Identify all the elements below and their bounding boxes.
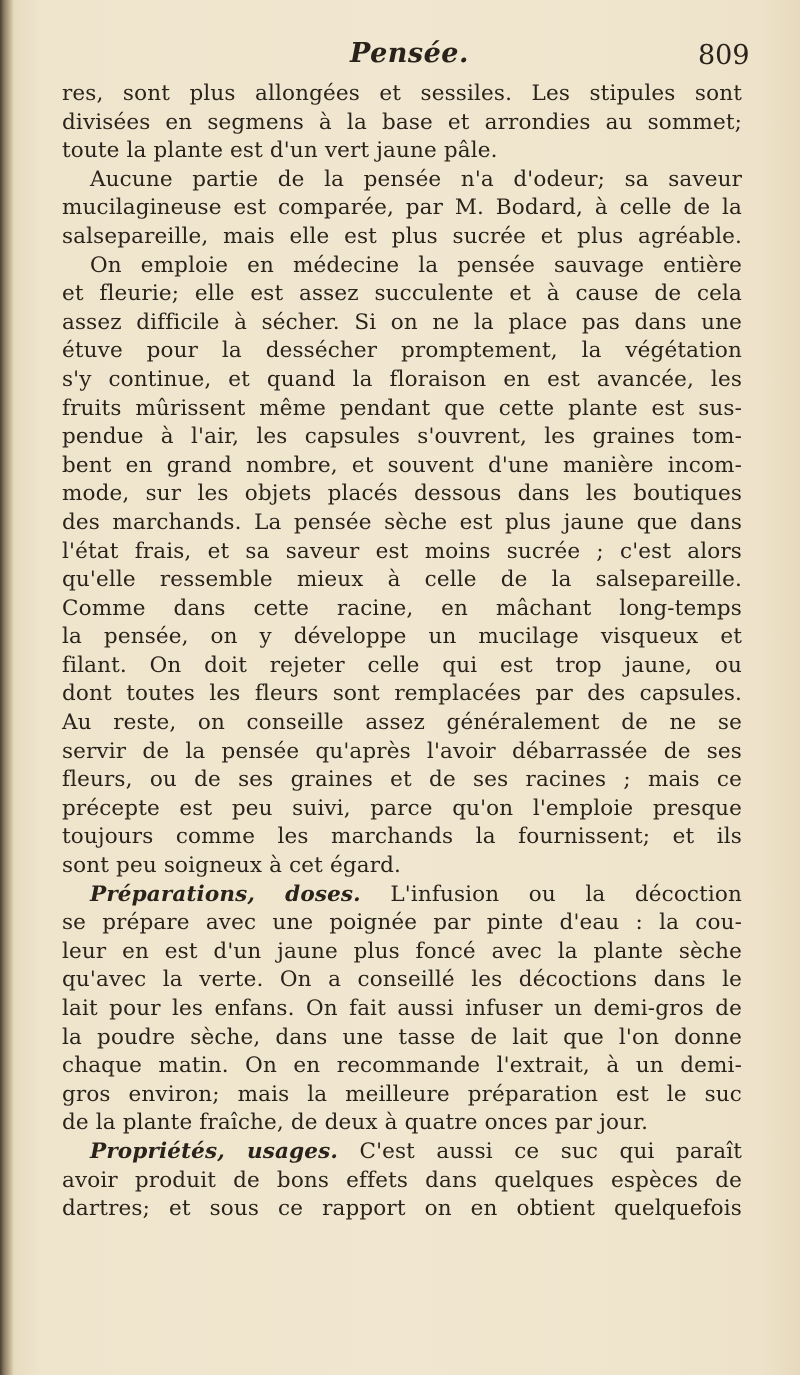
text-line: On emploie en médecine la pensée sauvage entière: [90, 252, 742, 278]
text-line: assez difficile à sécher. Si on ne la place pas dans une: [62, 309, 742, 335]
text-line: toujours comme les marchands la fournissent; et ils: [62, 824, 742, 850]
text-line: la poudre sèche, dans une tasse de lait que l'on donne: [62, 1024, 742, 1050]
text-line: salsepareille, mais elle est plus sucrée et plus agréable.: [62, 223, 742, 249]
text-line: dont toutes les fleurs sont remplacées par des capsules.: [62, 681, 742, 707]
text-line: lait pour les enfans. On fait aussi infuser un demi-gros de: [62, 996, 742, 1021]
text-line: toute la plante est d'un vert jaune pâle.: [62, 138, 498, 164]
text-line: qu'avec la verte. On a conseillé les décoctions dans le: [62, 967, 742, 993]
text-line: [62, 881, 742, 910]
running-title: Pensée.: [350, 38, 469, 69]
text-line: précepte est peu suivi, parce qu'on l'emploie presque: [62, 795, 742, 821]
text-line-rest: L'infusion ou la décoction: [390, 881, 743, 907]
text-line: res, sont plus allongées et sessiles. Les stipules sont: [62, 81, 742, 106]
text-line: pendue à l'air, les capsules s'ouvrent, les graines tom-: [62, 424, 742, 450]
text-line: bent en grand nombre, et souvent d'une manière incom-: [62, 452, 742, 478]
text-line: [62, 1138, 742, 1167]
text-line: Comme dans cette racine, en mâchant long-temps: [62, 595, 742, 621]
section-lead-proprietes: Propriétés, usages.: [90, 1138, 339, 1164]
text-line: dartres; et sous ce rapport on en obtient quelquefois: [62, 1196, 742, 1222]
text-line: gros environ; mais la meilleure préparation est le suc: [62, 1081, 742, 1107]
text-line: se prépare avec une poignée par pinte d'eau : la cou-: [62, 910, 742, 936]
text-line: et fleurie; elle est assez succulente et à cause de cela: [62, 281, 742, 307]
page-number: 809: [698, 40, 750, 71]
text-line: qu'elle ressemble mieux à celle de la salsepareille.: [62, 567, 742, 593]
text-line: mucilagineuse est comparée, par M. Bodard, à celle de la: [62, 195, 742, 221]
text-line: fleurs, ou de ses graines et de ses racines ; mais ce: [62, 767, 742, 793]
text-line: avoir produit de bons effets dans quelques espèces de: [62, 1167, 742, 1193]
text-line: de la plante fraîche, de deux à quatre onces par jour.: [62, 1110, 649, 1136]
text-line: Au reste, on conseille assez généralement de ne se: [62, 710, 742, 736]
text-line: sont peu soigneux à cet égard.: [62, 853, 402, 879]
text-line: servir de la pensée qu'après l'avoir débarrassée de ses: [62, 738, 742, 764]
text-line: chaque matin. On en recommande l'extrait, à un demi-: [62, 1053, 742, 1079]
text-line: s'y continue, et quand la floraison en est avancée, les: [62, 366, 742, 392]
section-lead-preparations: Préparations, doses.: [90, 881, 361, 907]
text-line: des marchands. La pensée sèche est plus jaune que dans: [62, 509, 742, 535]
text-line: Aucune partie de la pensée n'a d'odeur; sa saveur: [90, 166, 742, 192]
text-line: divisées en segmens à la base et arrondies au sommet;: [62, 109, 742, 135]
text-line: filant. On doit rejeter celle qui est trop jaune, ou: [62, 652, 742, 678]
text-line-rest: C'est aussi ce suc qui paraît: [359, 1138, 743, 1164]
text-line: leur en est d'un jaune plus foncé avec la plante sèche: [62, 938, 742, 964]
body-text: [62, 80, 742, 1224]
text-line: la pensée, on y développe un mucilage visqueux et: [62, 624, 742, 650]
text-line: l'état frais, et sa saveur est moins sucrée ; c'est alors: [62, 538, 742, 564]
text-line: étuve pour la dessécher promptement, la végétation: [62, 338, 742, 364]
running-header: [0, 38, 800, 78]
text-line: fruits mûrissent même pendant que cette plante est sus-: [62, 395, 742, 421]
text-line: mode, sur les objets placés dessous dans les boutiques: [62, 481, 742, 507]
binding-edge: [0, 0, 14, 1375]
